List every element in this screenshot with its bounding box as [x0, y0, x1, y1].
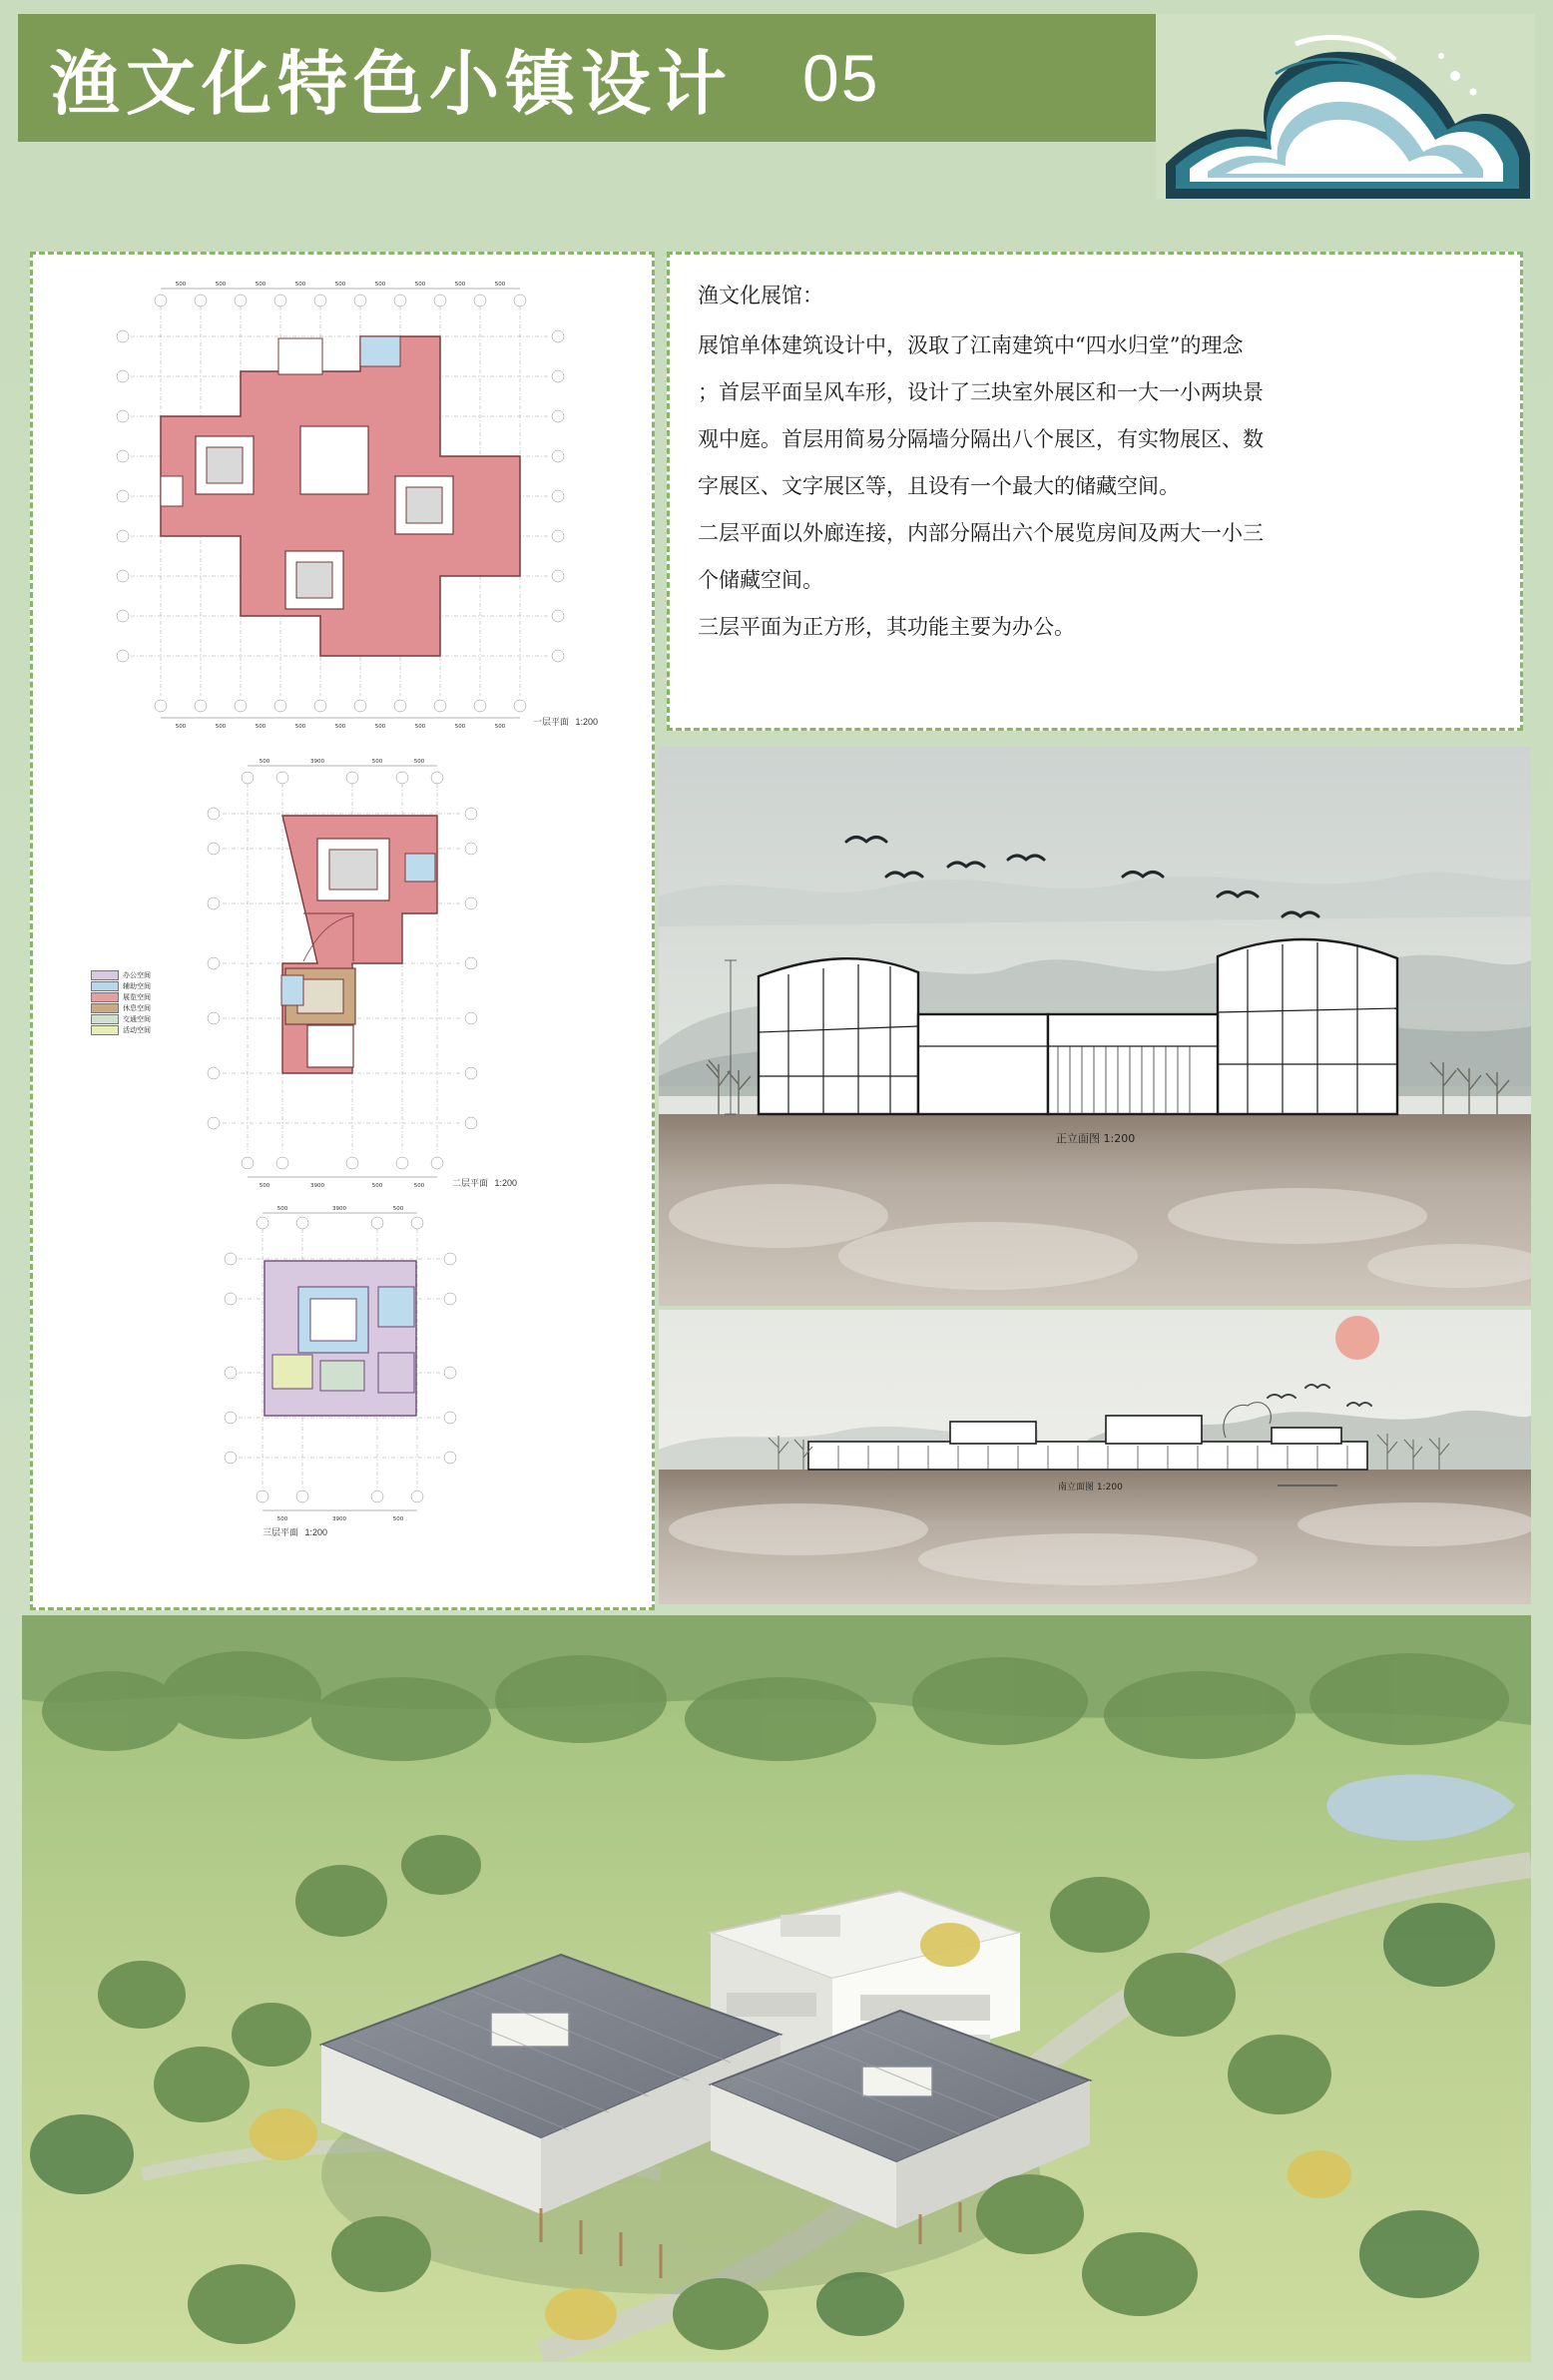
- description-heading: 渔文化展馆：: [698, 284, 823, 307]
- header-bar: [18, 14, 1156, 142]
- plan-first-floor: [61, 277, 620, 736]
- svg-text:500: 500: [334, 282, 346, 288]
- plan-caption-second: [452, 1176, 517, 1189]
- legend-swatch: [91, 1003, 119, 1013]
- description-line: 二层平面以外廊连接，内部分隔出六个展览房间及两大一小三: [698, 521, 1264, 545]
- legend-item: [91, 969, 151, 980]
- plan-caption-third: [262, 1525, 327, 1538]
- plan-scale-text: 1:200: [494, 1178, 517, 1188]
- legend-swatch: [91, 1014, 119, 1024]
- svg-text:南立面图 1:200: 南立面图 1:200: [1058, 1483, 1123, 1492]
- svg-text:500: 500: [276, 1516, 288, 1522]
- description-line: ；首层平面呈风车形，设计了三块室外展区和一大一小两块景: [698, 380, 1264, 404]
- description-panel: [667, 252, 1523, 731]
- svg-text:500: 500: [294, 282, 306, 288]
- elevation-render-front: [659, 747, 1531, 1306]
- plan-caption-text: 一层平面: [532, 717, 569, 727]
- svg-text:500: 500: [374, 724, 386, 730]
- plan-scale-text: 1:200: [575, 717, 598, 727]
- svg-text:500: 500: [175, 282, 187, 288]
- svg-text:3900: 3900: [332, 1516, 346, 1522]
- legend-label: 交通空间: [123, 1014, 151, 1023]
- plan-caption-text: 三层平面: [262, 1527, 299, 1537]
- plan-third-floor: [203, 1203, 482, 1537]
- legend-swatch: [91, 1025, 119, 1035]
- svg-text:500: 500: [454, 724, 466, 730]
- legend-label: 辅助空间: [123, 981, 151, 990]
- svg-text:500: 500: [294, 724, 306, 730]
- svg-text:500: 500: [413, 1183, 425, 1189]
- svg-text:500: 500: [371, 759, 383, 765]
- plan-scale-text: 1:200: [304, 1527, 328, 1537]
- plan-caption-first: [533, 715, 598, 728]
- svg-text:500: 500: [255, 282, 266, 288]
- legend-label: 展览空间: [123, 992, 151, 1001]
- legend-item: [91, 1024, 151, 1035]
- svg-text:500: 500: [259, 1183, 270, 1189]
- svg-text:500: 500: [334, 724, 346, 730]
- svg-text:500: 500: [215, 282, 227, 288]
- svg-text:500: 500: [392, 1206, 404, 1212]
- svg-text:3900: 3900: [310, 1183, 324, 1189]
- svg-text:500: 500: [259, 759, 270, 765]
- svg-text:500: 500: [494, 282, 506, 288]
- description-line: 字展区、文字展区等，且设有一个最大的储藏空间。: [698, 474, 1180, 498]
- legend-label: 休息空间: [123, 1003, 151, 1012]
- legend-label: 办公空间: [123, 970, 151, 979]
- description-line: 个储藏空间。: [698, 568, 823, 592]
- plan-second-floor: [178, 754, 517, 1193]
- legend-item: [91, 991, 151, 1002]
- page-title: 渔文化特色小镇设计: [50, 42, 733, 125]
- svg-text:500: 500: [413, 759, 425, 765]
- svg-text:500: 500: [414, 724, 426, 730]
- elevation-render-south: [659, 1310, 1531, 1604]
- description-line: 观中庭。首层用简易分隔墙分隔出八个展区，有实物展区、数: [698, 427, 1264, 451]
- svg-text:500: 500: [414, 282, 426, 288]
- description-line: 展馆单体建筑设计中，汲取了江南建筑中“四水归堂”的理念: [698, 333, 1244, 357]
- svg-text:500: 500: [392, 1516, 404, 1522]
- svg-text:500: 500: [371, 1183, 383, 1189]
- svg-text:500: 500: [494, 724, 506, 730]
- birdseye-render: [22, 1615, 1531, 2362]
- svg-text:3900: 3900: [332, 1206, 346, 1212]
- floor-plans-panel: [30, 252, 655, 1610]
- legend-swatch: [91, 992, 119, 1002]
- description-line: 三层平面为正方形，其功能主要为办公。: [698, 615, 1075, 639]
- legend-item: [91, 1002, 151, 1013]
- legend-swatch: [91, 981, 119, 991]
- svg-text:500: 500: [255, 724, 266, 730]
- wave-icon: [1156, 14, 1535, 199]
- legend-item: [91, 980, 151, 991]
- plan-caption-text: 二层平面: [451, 1178, 488, 1188]
- svg-text:500: 500: [454, 282, 466, 288]
- svg-text:500: 500: [374, 282, 386, 288]
- svg-text:500: 500: [276, 1206, 288, 1212]
- legend: [91, 969, 151, 1035]
- legend-label: 活动空间: [123, 1025, 151, 1034]
- svg-text:500: 500: [215, 724, 227, 730]
- legend-swatch: [91, 970, 119, 980]
- svg-text:正立面图 1:200: 正立面图 1:200: [1056, 1132, 1136, 1145]
- svg-text:3900: 3900: [310, 759, 324, 765]
- sheet-number: 05: [802, 41, 880, 115]
- svg-text:500: 500: [175, 724, 187, 730]
- legend-item: [91, 1013, 151, 1024]
